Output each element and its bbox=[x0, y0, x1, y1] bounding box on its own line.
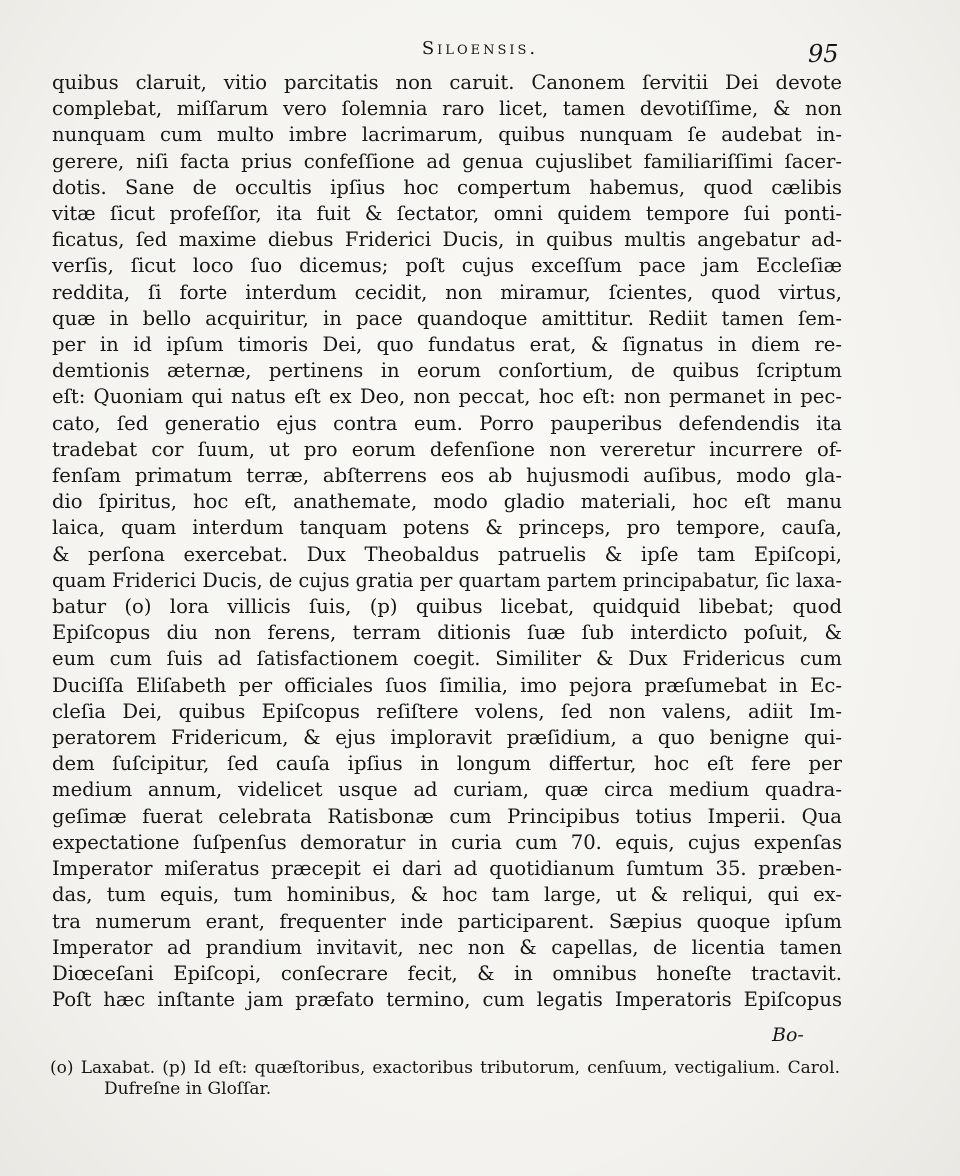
text-line: dem ſuſcipitur, ſed cauſa ipſius in longum differtur, hoc eſt fere per bbox=[52, 752, 842, 776]
text-line: quam Friderici Ducis, de cujus gratia per quartam partem principabatur, ſic laxa- bbox=[52, 568, 842, 592]
footnote-line: (o) Laxabat. (p) Id eſt: quæſtoribus, exactoribus tributorum, cenſuum, vectigalium. Carol. bbox=[50, 1058, 840, 1078]
text-line: cleſia Dei, quibus Epiſcopus reſiſtere volens, ſed non valens, adiit Im- bbox=[52, 699, 842, 723]
text-line: cato, ſed generatio ejus contra eum. Porro pauperibus defendendis ita bbox=[52, 411, 842, 435]
text-line: batur (o) lora villicis ſuis, (p) quibus licebat, quidquid libebat; quod bbox=[52, 595, 842, 619]
text-line: Diœceſani Epiſcopi, conſecrare fecit, & in omnibus honeſte tractavit. bbox=[52, 961, 842, 985]
text-line: ficatus, ſed maxime diebus Friderici Ducis, in quibus multis angebatur ad- bbox=[52, 228, 842, 252]
text-line: peratorem Fridericum, & ejus imploravit præſidium, a quo benigne qui- bbox=[52, 726, 842, 750]
text-line: verſis, ſicut loco ſuo dicemus; poſt cujus exceſſum pace jam Eccleſiæ bbox=[52, 254, 842, 278]
text-line: fenſam primatum terræ, abſterrens eos ab hujusmodi auſibus, modo gla- bbox=[52, 464, 842, 488]
text-line: nunquam cum multo imbre lacrimarum, quibus nunquam ſe audebat in- bbox=[52, 123, 842, 147]
text-line: laica, quam interdum tanquam potens & princeps, pro tempore, cauſa, bbox=[52, 516, 842, 540]
text-line: & perſona exercebat. Dux Theobaldus patruelis & ipſe tam Epiſcopi, bbox=[52, 542, 842, 566]
text-line: tra numerum erant, frequenter inde participarent. Sæpius quoque ipſum bbox=[52, 909, 842, 933]
text-line: vitæ ſicut profeſſor, ita fuit & ſectator, omni quidem tempore ſui ponti- bbox=[52, 202, 842, 226]
text-line: Imperator miſeratus præcepit ei dari ad quotidianum ſumtum 35. præben- bbox=[52, 857, 842, 881]
text-line: Imperator ad prandium invitavit, nec non & capellas, de licentia tamen bbox=[52, 935, 842, 959]
text-line: gerere, niſi facta prius confeſſione ad genua cujuslibet familiariſſimi ſacer- bbox=[52, 149, 842, 173]
text-line: eum cum ſuis ad ſatisfactionem coegit. Similiter & Dux Fridericus cum bbox=[52, 647, 842, 671]
text-line: expectatione ſuſpenſus demoratur in curia cum 70. equis, cujus expenſas bbox=[52, 830, 842, 854]
footnote-line: Dufreſne in Gloſſar. bbox=[104, 1079, 272, 1099]
text-line: complebat, miſſarum vero ſolemnia raro licet, tamen devotiſſime, & non bbox=[52, 97, 842, 121]
text-line: quæ in bello acquiritur, in pace quandoque amittitur. Rediit tamen ſem- bbox=[52, 306, 842, 330]
body-text bbox=[52, 70, 842, 1013]
text-line: dotis. Sane de occultis ipſius hoc compertum habemus, quod cælibis bbox=[52, 175, 842, 199]
running-head: Siloensis. bbox=[421, 38, 539, 59]
text-line: per in id ipſum timoris Dei, quo fundatus erat, & ſignatus in diem re- bbox=[52, 333, 842, 357]
text-line: eſt: Quoniam qui natus eſt ex Deo, non peccat, hoc eſt: non permanet in pec- bbox=[52, 385, 842, 409]
text-line: Poſt hæc inſtante jam præfato termino, cum legatis Imperatoris Epiſcopus bbox=[52, 988, 842, 1012]
text-line: Epiſcopus diu non ferens, terram ditionis ſuæ ſub interdicto poſuit, & bbox=[52, 621, 842, 645]
text-line: reddita, ſi forte interdum cecidit, non miramur, ſcientes, quod virtus, bbox=[52, 280, 842, 304]
text-line: das, tum equis, tum hominibus, & hoc tam large, ut & reliqui, qui ex- bbox=[52, 883, 842, 907]
footnote bbox=[50, 1058, 840, 1100]
text-line: Duciſſa Eliſabeth per officiales ſuos ſimilia, imo pejora præſumebat in Ec- bbox=[52, 673, 842, 697]
text-line: medium annum, videlicet usque ad curiam, quæ circa medium quadra- bbox=[52, 778, 842, 802]
page-number: 95 bbox=[808, 40, 839, 68]
text-line: tradebat cor ſuum, ut pro eorum defenſione non vereretur incurrere of- bbox=[52, 437, 842, 461]
catchword: Bo- bbox=[772, 1024, 804, 1046]
text-line: quibus claruit, vitio parcitatis non caruit. Canonem ſervitii Dei devote bbox=[52, 71, 842, 94]
text-line: demtionis æternæ, pertinens in eorum conſortium, de quibus ſcriptum bbox=[52, 359, 842, 383]
text-line: dio ſpiritus, hoc eſt, anathemate, modo gladio materiali, hoc eſt manu bbox=[52, 490, 842, 514]
text-line: geſimæ fuerat celebrata Ratisbonæ cum Principibus totius Imperii. Qua bbox=[52, 804, 842, 828]
